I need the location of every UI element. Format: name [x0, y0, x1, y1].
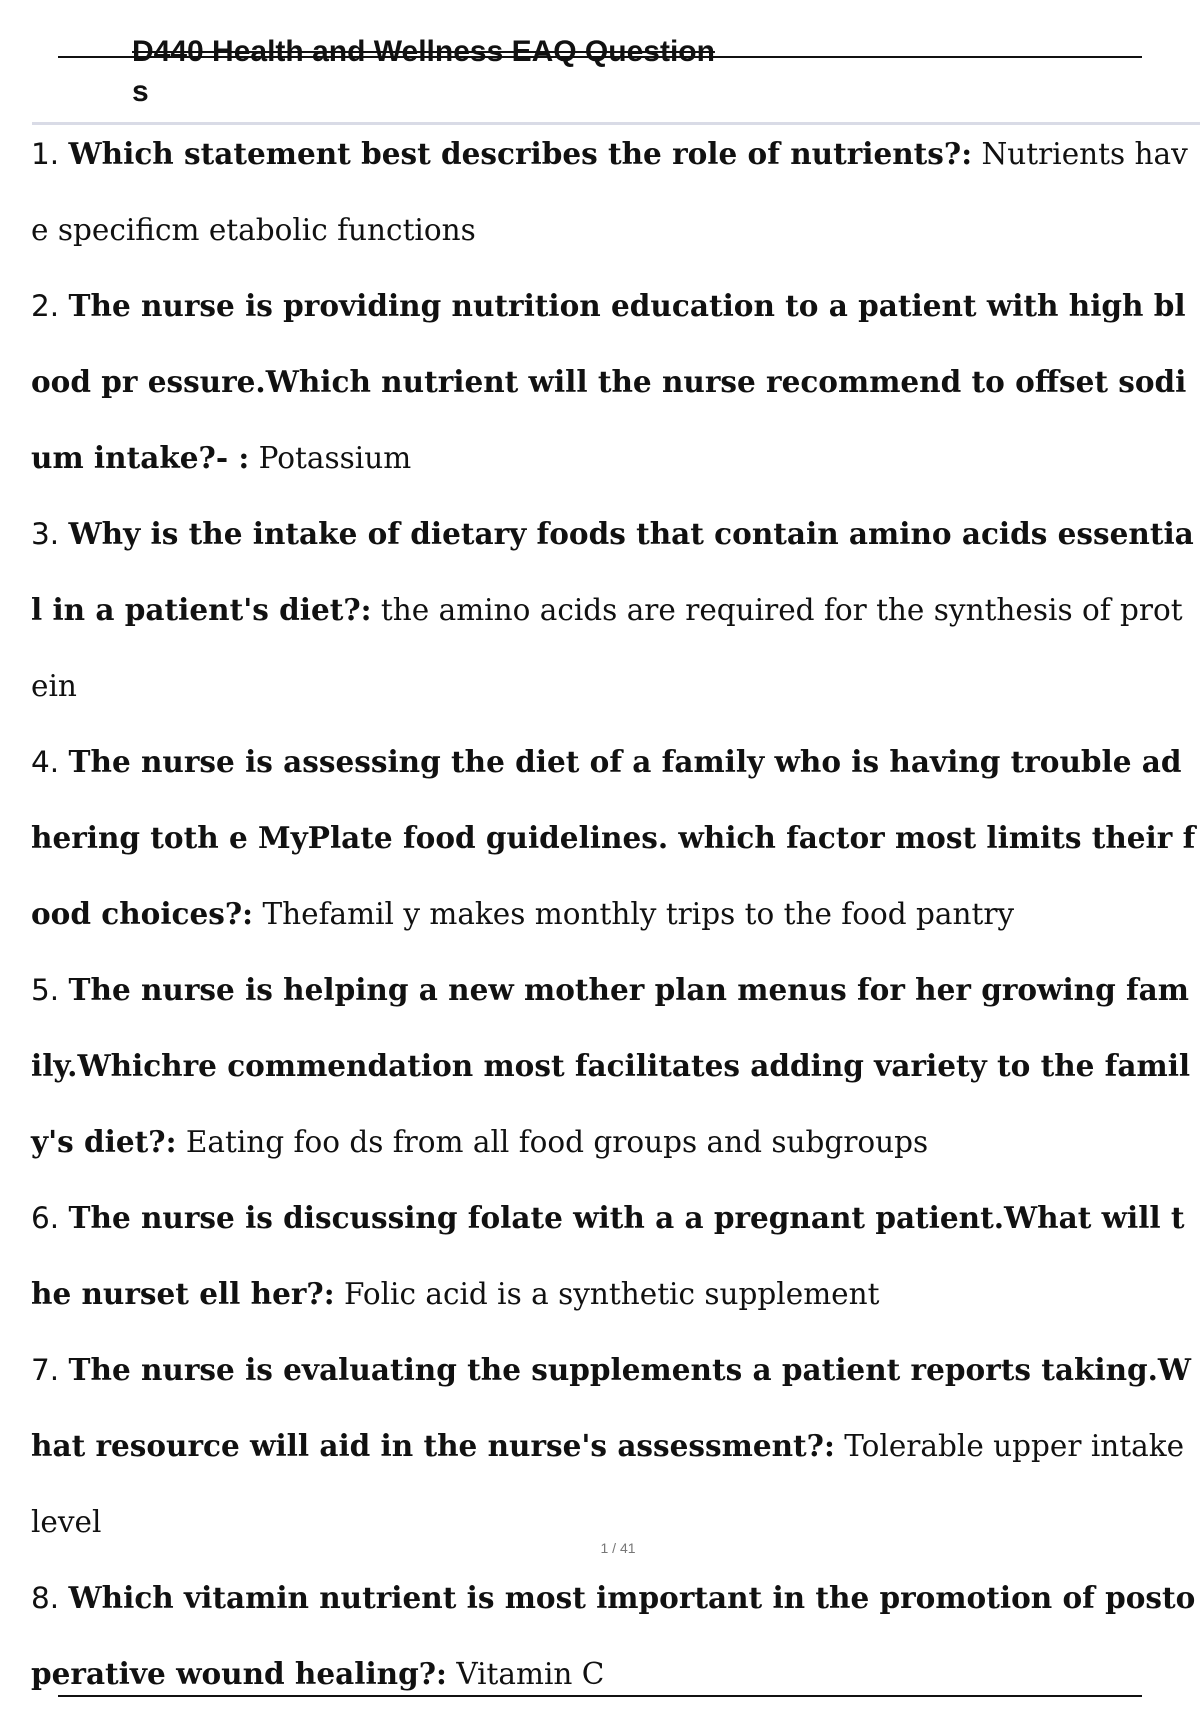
answer-text: Nutrients have specificm etabolic functions: [31, 137, 1188, 247]
title-line-2: s: [132, 75, 149, 108]
question-text: Which statement best describes the role of nutrients?:: [68, 136, 973, 171]
question-text: The nurse is providing nutrition education to a patient with high blood pr essure.Which nutrient will the nurse recommend to offset sodium intake?- :: [31, 288, 1187, 475]
question-item: [31, 952, 1200, 1180]
question-number: 8.: [31, 1581, 60, 1615]
question-number: 3.: [31, 517, 60, 551]
answer-text: Folic acid is a synthetic supplement: [343, 1277, 880, 1311]
answer-text: Tolerable upper intake level: [31, 1429, 1185, 1539]
question-text: The nurse is helping a new mother plan menus for her growing family.Whichre commendation most facilitates adding variety to the family's diet?:: [31, 972, 1191, 1159]
question-text: Why is the intake of dietary foods that contain amino acids essential in a patient's diet?:: [31, 516, 1194, 627]
title-line-1: D440 Health and Wellness EAQ Question: [132, 35, 715, 68]
question-text: The nurse is discussing folate with a a pregnant patient.What will the nurset ell her?:: [31, 1200, 1185, 1311]
question-text: The nurse is evaluating the supplements a patient reports taking.What resource will aid in the nurse's assessment?:: [31, 1352, 1192, 1463]
document-header: [0, 0, 1200, 125]
question-text: The nurse is assessing the diet of a family who is having trouble adhering toth e MyPlate food guidelines. which factor most limits their food choices?:: [31, 744, 1196, 931]
footer-rule: [58, 1695, 1142, 1697]
answer-text: Eating foo ds from all food groups and subgroups: [185, 1125, 929, 1159]
question-number: 4.: [31, 745, 60, 779]
question-list: [31, 116, 1200, 1712]
question-item: [31, 1560, 1200, 1712]
question-item: [31, 1180, 1200, 1332]
answer-text: Potassium: [258, 441, 412, 475]
page-indicator: 1 / 41: [600, 1540, 636, 1556]
question-item: [31, 724, 1200, 952]
answer-text: Vitamin C: [456, 1657, 605, 1691]
question-number: 5.: [31, 973, 60, 1007]
question-number: 2.: [31, 289, 60, 323]
question-item: [31, 496, 1200, 724]
question-text: Which vitamin nutrient is most important in the promotion of postoperative wound healing?:: [31, 1580, 1196, 1691]
question-item: [31, 268, 1200, 496]
document-title: [132, 32, 792, 112]
question-number: 1.: [31, 137, 60, 171]
question-number: 7.: [31, 1353, 60, 1387]
answer-text: the amino acids are required for the synthesis of protein: [31, 593, 1183, 703]
answer-text: Thefamil y makes monthly trips to the food pantry: [262, 897, 1015, 931]
question-item: [31, 116, 1200, 268]
question-item: [31, 1332, 1200, 1560]
question-number: 6.: [31, 1201, 60, 1235]
